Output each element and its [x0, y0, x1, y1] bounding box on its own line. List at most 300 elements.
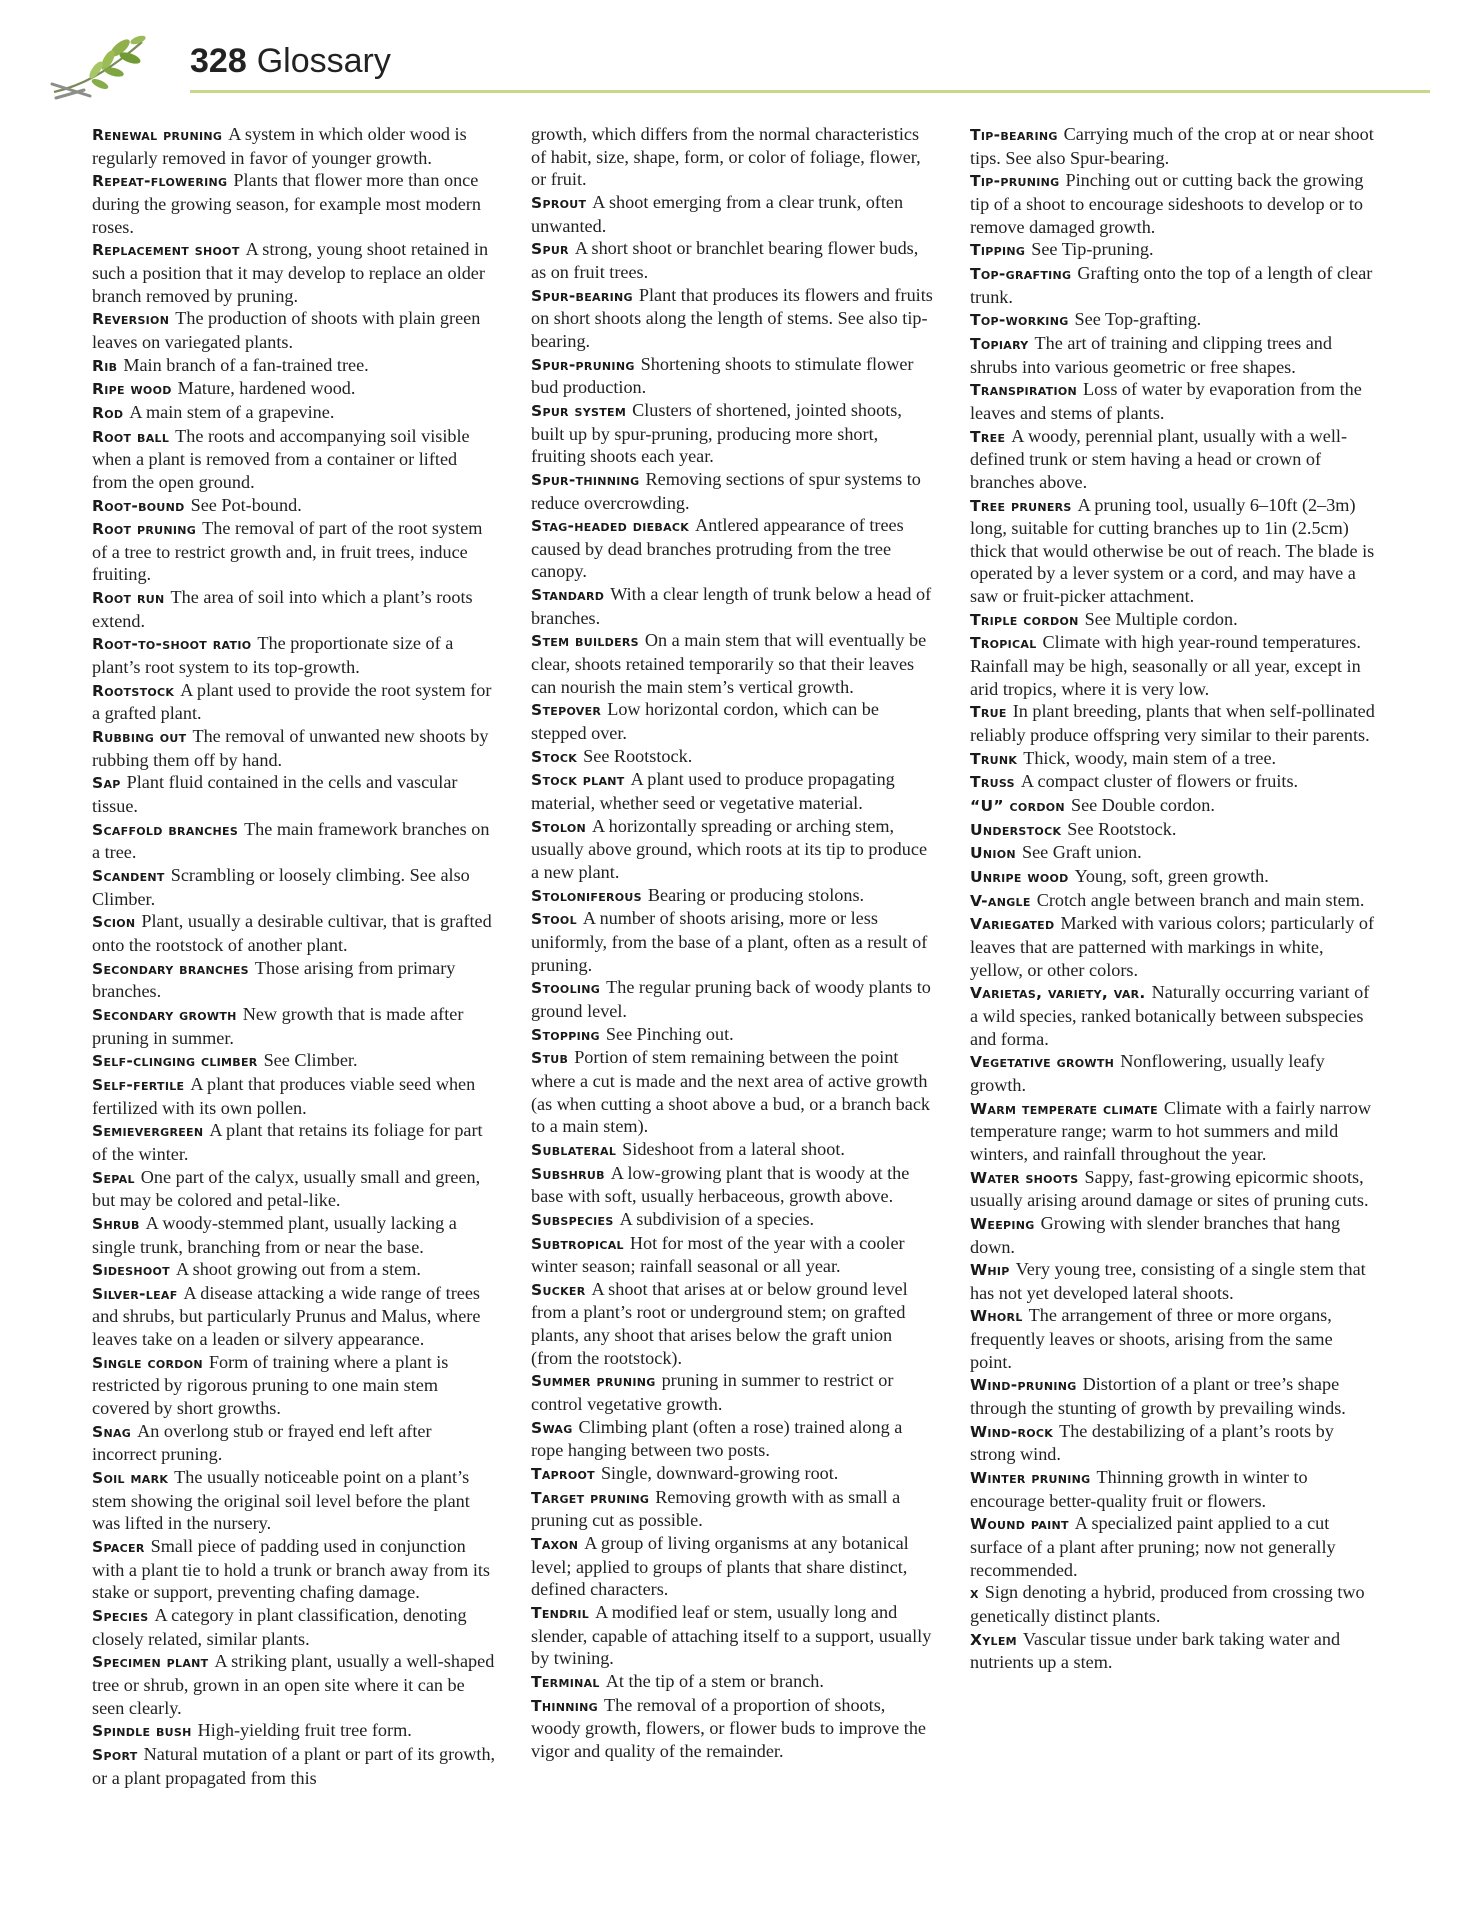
glossary-entry — [92, 123, 497, 169]
glossary-definition: See Pinching out. — [605, 1023, 734, 1044]
glossary-definition: One part of the calyx, usually small and green, but may be colored and petal-like. — [92, 1166, 481, 1211]
glossary-term: Stooling — [531, 979, 601, 998]
glossary-entry — [970, 169, 1375, 238]
glossary-definition: At the tip of a stem or branch. — [605, 1670, 824, 1691]
glossary-entry — [531, 768, 936, 814]
glossary-term: Whorl — [970, 1307, 1023, 1326]
glossary-entry — [531, 698, 936, 744]
glossary-term: Root run — [92, 589, 165, 608]
glossary-term: x — [970, 1584, 979, 1603]
glossary-term: True — [970, 703, 1007, 722]
glossary-definition: Hot for most of the year with a cooler winter season; rainfall seasonal or all year. — [531, 1232, 905, 1277]
glossary-column-2 — [531, 123, 936, 1763]
glossary-definition: See Rootstock. — [583, 745, 693, 766]
glossary-entry — [970, 747, 1375, 771]
glossary-definition: Clusters of shortened, jointed shoots, built up by spur-pruning, producing more short, fruiting shoots each year. — [531, 399, 902, 467]
glossary-term: Sepal — [92, 1168, 135, 1187]
glossary-definition: Scrambling or loosely climbing. See also Climber. — [92, 865, 470, 909]
glossary-definition: The proportionate size of a plant’s root system to its top-growth. — [92, 633, 454, 678]
glossary-definition: A specialized paint applied to a cut surface of a plant after pruning; now not generally recommended. — [970, 1513, 1336, 1580]
glossary-entry — [970, 1304, 1375, 1373]
glossary-definition: A low-growing plant that is woody at the base with soft, usually herbaceous, growth above. — [531, 1162, 910, 1207]
glossary-definition: Sideshoot from a lateral shoot. — [622, 1138, 845, 1159]
glossary-definition: Naturally occurring variant of a wild species, ranked botanically between subspecies and forma. — [970, 982, 1370, 1049]
glossary-entry — [531, 1532, 936, 1601]
page-number: 328 — [190, 42, 247, 80]
glossary-definition: Low horizontal cordon, which can be stepped over. — [531, 699, 879, 744]
glossary-term: Sport — [92, 1745, 138, 1764]
glossary-entry — [970, 378, 1375, 424]
glossary-entry — [531, 284, 936, 353]
glossary-column-1 — [92, 123, 497, 1789]
page-title — [190, 42, 391, 81]
glossary-term: Renewal pruning — [92, 126, 223, 144]
glossary-term: Spacer — [92, 1538, 145, 1557]
glossary-definition: The arrangement of three or more organs, frequently leaves or shoots, arising from the same point. — [970, 1305, 1333, 1372]
glossary-entry — [970, 608, 1375, 632]
glossary-term: Taproot — [531, 1465, 595, 1484]
glossary-entry — [531, 815, 936, 884]
glossary-entry — [531, 583, 936, 629]
glossary-term: Tipping — [970, 241, 1026, 260]
glossary-term: Spur system — [531, 401, 627, 420]
glossary-term: Root ball — [92, 427, 170, 446]
glossary-definition: Sappy, fast-growing epicormic shoots, usually arising around damage or sites of pruning cuts. — [970, 1166, 1369, 1211]
glossary-definition: A shoot growing out from a stem. — [175, 1259, 421, 1280]
glossary-term: Rod — [92, 403, 124, 422]
glossary-term: Reversion — [92, 310, 170, 329]
glossary-term: Scion — [92, 913, 136, 932]
glossary-definition: Marked with various colors; particularly of leaves that are patterned with markings in white, yellow, or other colors. — [970, 913, 1375, 980]
glossary-entry — [531, 1138, 936, 1162]
glossary-term: Snag — [92, 1422, 132, 1441]
glossary-definition: The regular pruning back of woody plants to ground level. — [531, 977, 931, 1021]
glossary-entry — [92, 632, 497, 678]
glossary-entry — [970, 1212, 1375, 1258]
glossary-entry — [92, 1604, 497, 1650]
glossary-term: Topiary — [970, 334, 1029, 353]
glossary-entry — [970, 332, 1375, 378]
glossary-definition: Removing growth with as small a pruning cut as possible. — [531, 1486, 901, 1531]
glossary-definition: Thick, woody, main stem of a tree. — [1023, 747, 1277, 768]
glossary-definition: Pinching out or cutting back the growing tip of a shoot to encourage sideshoots to develop or to remove damaged growth. — [970, 170, 1364, 237]
glossary-entry — [531, 907, 936, 976]
glossary-entry — [970, 1581, 1375, 1627]
glossary-entry — [970, 1373, 1375, 1419]
glossary-term: Top-working — [970, 311, 1069, 330]
section-title: Glossary — [256, 42, 391, 80]
glossary-definition: A horizontally spreading or arching stem, usually above ground, which roots at its tip to produce a new plant. — [531, 815, 928, 882]
glossary-entry — [531, 1601, 936, 1670]
glossary-entry — [531, 1694, 936, 1763]
glossary-entry — [92, 354, 497, 378]
glossary-entry — [531, 1046, 936, 1138]
glossary-definition: A system in which older wood is regularly removed in favor of younger growth. — [92, 124, 467, 168]
glossary-term: Understock — [970, 820, 1062, 839]
glossary-definition: See Rootstock. — [1067, 818, 1177, 839]
glossary-entry — [92, 957, 497, 1003]
glossary-entry — [92, 1743, 497, 1789]
glossary-definition: A modified leaf or stem, usually long and slender, capable of attaching itself to a support, usually by twining. — [531, 1602, 932, 1669]
glossary-definition: A pruning tool, usually 6–10ft (2–3m) long, suitable for cutting branches up to 1in (2.5cm) thick that would otherwise be out of reach. The blade is operated by a lever system or a cord, and may have a saw or fruit-picker attachment. — [970, 494, 1375, 607]
glossary-term: Tree — [970, 427, 1006, 446]
glossary-term: Single cordon — [92, 1353, 203, 1372]
header-rule — [190, 90, 1430, 93]
glossary-definition: See Climber. — [263, 1050, 358, 1071]
glossary-definition: Main branch of a fan-trained tree. — [123, 354, 369, 375]
glossary-term: V-angle — [970, 891, 1031, 910]
glossary-definition: Climate with a fairly narrow temperature range; warm to hot summers and mild winters, and rainfall throughout the year. — [970, 1097, 1371, 1164]
glossary-term: Stoloniferous — [531, 886, 642, 905]
glossary-entry — [92, 771, 497, 817]
glossary-definition: A disease attacking a wide range of trees and shrubs, but particularly Prunus and Malus, where leaves take on a leaden or silvery appearance. — [92, 1282, 481, 1350]
glossary-term: Taxon — [531, 1535, 579, 1554]
glossary-entry — [970, 889, 1375, 913]
glossary-entry — [92, 401, 497, 425]
glossary-definition: A plant used to provide the root system for a grafted plant. — [92, 679, 492, 724]
glossary-definition: A plant that retains its foliage for part of the winter. — [92, 1120, 483, 1164]
glossary-entry — [92, 725, 497, 771]
glossary-entry — [531, 514, 936, 583]
glossary-definition: Thinning growth in winter to encourage better-quality fruit or flowers. — [970, 1467, 1308, 1511]
glossary-term: Subspecies — [531, 1210, 614, 1229]
glossary-entry — [970, 818, 1375, 842]
glossary-entry — [92, 425, 497, 494]
glossary-entry — [531, 1023, 936, 1047]
glossary-term: Stepover — [531, 701, 602, 720]
glossary-term: Weeping — [970, 1214, 1035, 1233]
glossary-definition: Vascular tissue under bark taking water and nutrients up a stem. — [970, 1628, 1341, 1673]
glossary-definition: The destabilizing of a plant’s roots by strong wind. — [970, 1420, 1334, 1465]
glossary-term: Scaffold branches — [92, 820, 239, 839]
glossary-entry — [970, 981, 1375, 1050]
glossary-term: Triple cordon — [970, 610, 1079, 629]
glossary-definition: See Graft union. — [1021, 842, 1142, 863]
glossary-term: Stolon — [531, 817, 586, 836]
glossary-entry — [970, 262, 1375, 308]
glossary-entry — [92, 1212, 497, 1258]
glossary-definition: Crotch angle between branch and main stem. — [1036, 889, 1365, 910]
glossary-term: “U” cordon — [970, 797, 1065, 816]
glossary-term: Tropical — [970, 634, 1037, 653]
glossary-definition: See Top-grafting. — [1074, 309, 1202, 330]
glossary-definition: The usually noticeable point on a plant’s stem showing the original soil level before the plant was lifted in the nursery. — [92, 1467, 470, 1534]
glossary-term: Tip-pruning — [970, 172, 1060, 191]
glossary-definition: A shoot that arises at or below ground level from a plant’s root or underground stem; on grafted plants, any shoot that arises below the graft union (from the rootstock). — [531, 1278, 908, 1368]
glossary-term: Specimen plant — [92, 1653, 209, 1672]
glossary-term: Stub — [531, 1049, 569, 1068]
glossary-definition: The main framework branches on a tree. — [92, 818, 490, 863]
glossary-term: Sideshoot — [92, 1261, 170, 1280]
glossary-definition: A woody-stemmed plant, usually lacking a single trunk, branching from or near the base. — [92, 1212, 457, 1257]
glossary-definition: Form of training where a plant is restricted by rigorous pruning to one main stem covered by short growths. — [92, 1351, 449, 1419]
glossary-term: Stem builders — [531, 632, 639, 651]
glossary-term: Wind-pruning — [970, 1376, 1077, 1395]
glossary-term: Stock — [531, 747, 578, 766]
glossary-definition: The removal of a proportion of shoots, woody growth, flowers, or flower buds to improve the vigor and quality of the remainder. — [531, 1694, 927, 1761]
glossary-term: Top-grafting — [970, 264, 1072, 283]
glossary-term: Sucker — [531, 1280, 586, 1299]
glossary-definition: High-yielding fruit tree form. — [197, 1720, 412, 1741]
glossary-definition: A shoot emerging from a clear trunk, often unwanted. — [531, 191, 904, 236]
glossary-definition: A category in plant classification, denoting closely related, similar plants. — [92, 1605, 467, 1649]
glossary-definition: Removing sections of spur systems to reduce overcrowding. — [531, 468, 921, 513]
glossary-definition: The area of soil into which a plant’s roots extend. — [92, 587, 473, 631]
glossary-term: Scandent — [92, 867, 165, 885]
glossary-term: Varietas, variety, var. — [970, 984, 1146, 1003]
glossary-entry — [92, 1049, 497, 1073]
glossary-definition: A subdivision of a species. — [619, 1208, 815, 1229]
glossary-entry — [531, 884, 936, 908]
glossary-entry — [92, 910, 497, 956]
glossary-definition: Grafting onto the top of a length of clear trunk. — [970, 262, 1373, 307]
glossary-term: Secondary branches — [92, 959, 249, 978]
glossary-term: Trunk — [970, 749, 1018, 768]
glossary-definition: A plant used to produce propagating material, whether seed or vegetative material. — [531, 769, 895, 814]
glossary-term: Stag-headed dieback — [531, 517, 690, 536]
glossary-definition: Plants that flower more than once during the growing season, for example most modern roses. — [92, 170, 481, 237]
glossary-definition: In plant breeding, plants that when self-pollinated reliably produce offspring very similar to their parents. — [970, 701, 1375, 746]
glossary-term: Rubbing out — [92, 728, 187, 747]
glossary-definition: See Tip-pruning. — [1031, 239, 1154, 260]
glossary-definition: A compact cluster of flowers or fruits. — [1020, 771, 1299, 792]
glossary-term: Replacement shoot — [92, 241, 240, 260]
glossary-definition: A short shoot or branchlet bearing flower buds, as on fruit trees. — [531, 238, 919, 282]
glossary-definition: A striking plant, usually a well-shaped tree or shrub, grown in an open site where it can be seen clearly. — [92, 1651, 495, 1718]
glossary-definition: Nonflowering, usually leafy growth. — [970, 1051, 1325, 1095]
glossary-entry — [531, 1486, 936, 1532]
glossary-definition: The roots and accompanying soil visible when a plant is removed from a container or lifted from the open ground. — [92, 425, 470, 492]
glossary-term: Xylem — [970, 1630, 1017, 1649]
glossary-entry — [531, 123, 936, 191]
glossary-entry — [970, 494, 1375, 608]
glossary-entry — [970, 308, 1375, 332]
glossary-term: Root pruning — [92, 520, 197, 539]
glossary-term: Sap — [92, 774, 121, 793]
glossary-entry — [970, 1466, 1375, 1512]
glossary-definition: An overlong stub or frayed end left after incorrect pruning. — [92, 1420, 432, 1465]
glossary-definition: Portion of stem remaining between the point where a cut is made and the next area of active growth (as when cutting a shoot above a bud, or a branch back to a main stem). — [531, 1047, 930, 1137]
glossary-entry — [92, 1650, 497, 1719]
glossary-entry — [531, 353, 936, 399]
glossary-entry — [92, 1535, 497, 1604]
glossary-definition: Very young tree, consisting of a single stem that has not yet developed lateral shoots. — [970, 1259, 1366, 1303]
glossary-definition: New growth that is made after pruning in summer. — [92, 1003, 464, 1048]
glossary-term: Spur-pruning — [531, 355, 635, 374]
glossary-entry — [531, 1462, 936, 1486]
glossary-term: Stopping — [531, 1025, 600, 1044]
glossary-entry — [531, 1369, 936, 1415]
glossary-term: Subshrub — [531, 1164, 605, 1183]
glossary-definition: A plant that produces viable seed when fertilized with its own pollen. — [92, 1073, 476, 1118]
glossary-term: Self-clinging climber — [92, 1052, 258, 1071]
glossary-definition: Those arising from primary branches. — [92, 957, 456, 1002]
glossary-entry — [531, 745, 936, 769]
glossary-entry — [92, 1282, 497, 1351]
glossary-entry — [92, 1166, 497, 1212]
glossary-term: Species — [92, 1607, 149, 1625]
glossary-entry — [92, 864, 497, 910]
glossary-entry — [531, 1278, 936, 1370]
glossary-entry — [92, 679, 497, 725]
glossary-entry — [970, 238, 1375, 262]
glossary-term: Rib — [92, 356, 118, 375]
glossary-definition: See Double cordon. — [1070, 795, 1215, 816]
glossary-entry — [92, 1119, 497, 1165]
glossary-term: Subtropical — [531, 1234, 624, 1253]
glossary-term: Ripe wood — [92, 380, 172, 399]
glossary-definition: Mature, hardened wood. — [177, 378, 356, 399]
glossary-term: Shrub — [92, 1214, 140, 1233]
glossary-entry — [531, 1162, 936, 1208]
glossary-definition: Single, downward-growing root. — [600, 1463, 839, 1484]
glossary-definition: Loss of water by evaporation from the leaves and stems of plants. — [970, 379, 1362, 423]
glossary-term: Self-fertile — [92, 1075, 185, 1094]
glossary-term: Spur — [531, 240, 569, 259]
glossary-entry — [970, 1258, 1375, 1304]
glossary-term: Winter pruning — [970, 1469, 1091, 1488]
glossary-term: Whip — [970, 1261, 1010, 1280]
glossary-term: Root-bound — [92, 496, 185, 515]
glossary-term: Spur-thinning — [531, 470, 640, 489]
glossary-entry — [531, 468, 936, 514]
glossary-definition: Plant, usually a desirable cultivar, that is grafted onto the rootstock of another plant. — [92, 911, 492, 955]
glossary-definition: Distortion of a plant or tree’s shape through the stunting of growth by prevailing winds. — [970, 1374, 1346, 1419]
glossary-entry — [92, 1073, 497, 1119]
glossary-term: Thinning — [531, 1696, 599, 1715]
glossary-term: Swag — [531, 1418, 573, 1437]
glossary-entry — [531, 191, 936, 237]
glossary-definition: A number of shoots arising, more or less uniformly, from the base of a plant, often as a result of pruning. — [531, 908, 928, 975]
glossary-entry — [92, 1258, 497, 1282]
glossary-definition: Carrying much of the crop at or near shoot tips. See also Spur-bearing. — [970, 124, 1374, 168]
glossary-definition: Young, soft, green growth. — [1074, 866, 1269, 886]
glossary-entry — [92, 1420, 497, 1466]
glossary-entry — [970, 1628, 1375, 1674]
glossary-entry — [970, 912, 1375, 981]
glossary-term: Sprout — [531, 193, 587, 212]
glossary-term: Spindle bush — [92, 1722, 192, 1741]
glossary-term: Tree pruners — [970, 496, 1072, 515]
glossary-term: Water shoots — [970, 1168, 1079, 1187]
glossary-term: Unripe wood — [970, 868, 1069, 886]
glossary-entry — [92, 517, 497, 586]
glossary-definition: The removal of unwanted new shoots by rubbing them off by hand. — [92, 726, 489, 770]
glossary-term: Vegetative growth — [970, 1053, 1115, 1072]
glossary-entry — [970, 1166, 1375, 1212]
glossary-entry — [970, 1050, 1375, 1096]
glossary-entry — [92, 1351, 497, 1420]
glossary-term: Repeat-flowering — [92, 172, 228, 191]
glossary-term: Wind-rock — [970, 1422, 1054, 1441]
glossary-definition: Natural mutation of a plant or part of its growth, or a plant propagated from this — [92, 1743, 496, 1788]
glossary-definition: The removal of part of the root system of a tree to restrict growth and, in fruit trees, induce fruiting. — [92, 518, 483, 585]
glossary-definition: See Multiple cordon. — [1084, 608, 1238, 629]
leafy-branch-icon — [50, 34, 150, 104]
glossary-definition: See Pot-bound. — [190, 494, 302, 515]
glossary-entry — [92, 238, 497, 307]
glossary-term: Wound paint — [970, 1515, 1069, 1534]
glossary-definition: Growing with slender branches that hang down. — [970, 1212, 1341, 1257]
glossary-definition: Climate with high year-round temperatures. Rainfall may be high, seasonally or all year, except in arid tropics, where it is very low. — [970, 632, 1361, 699]
glossary-term: Rootstock — [92, 681, 175, 700]
glossary-term: Warm temperate climate — [970, 1099, 1158, 1118]
glossary-definition: Climbing plant (often a rose) trained along a rope hanging between two posts. — [531, 1416, 903, 1461]
glossary-entry — [531, 1208, 936, 1232]
glossary-term: Sublateral — [531, 1140, 617, 1159]
glossary-definition: Shortening shoots to stimulate flower bud production. — [531, 353, 914, 398]
glossary-entry — [970, 1512, 1375, 1581]
glossary-definition: The production of shoots with plain green leaves on variegated plants. — [92, 308, 481, 352]
glossary-term: Target pruning — [531, 1488, 650, 1507]
glossary-definition: Plant fluid contained in the cells and vascular tissue. — [92, 772, 458, 817]
glossary-definition: A strong, young shoot retained in such a position that it may develop to replace an older branch removed by pruning. — [92, 239, 489, 306]
glossary-term: Terminal — [531, 1672, 600, 1691]
glossary-term: Silver-leaf — [92, 1284, 178, 1303]
glossary-definition: A woody, perennial plant, usually with a well-defined trunk or stem having a head or crown of branches above. — [970, 425, 1348, 492]
glossary-entry — [970, 770, 1375, 794]
glossary-term: Secondary growth — [92, 1005, 237, 1024]
glossary-definition: Antlered appearance of trees caused by dead branches protruding from the tree canopy. — [531, 515, 904, 582]
glossary-definition: The art of training and clipping trees and shrubs into various geometric or free shapes. — [970, 332, 1332, 377]
glossary-entry — [92, 1003, 497, 1049]
glossary-term: Stool — [531, 910, 577, 929]
glossary-entry — [970, 700, 1375, 746]
glossary-entry — [92, 818, 497, 864]
glossary-definition: A group of living organisms at any botanical level; applied to groups of plants that share distinct, defined characters. — [531, 1533, 909, 1600]
glossary-term: Root-to-shoot ratio — [92, 635, 252, 654]
glossary-entry — [970, 425, 1375, 494]
glossary-entry — [970, 841, 1375, 865]
glossary-definition: growth, which differs from the normal characteristics of habit, size, shape, form, or color of foliage, flower, or fruit. — [531, 124, 921, 190]
glossary-entry — [531, 1232, 936, 1278]
glossary-term: Semievergreen — [92, 1122, 204, 1141]
glossary-entry — [970, 794, 1375, 818]
glossary-entry — [531, 1670, 936, 1694]
glossary-entry — [970, 1420, 1375, 1466]
page-header — [50, 30, 1380, 100]
glossary-definition: Small piece of padding used in conjunction with a plant tie to hold a trunk or branch away from its stake or support, preventing chafing damage. — [92, 1536, 491, 1603]
glossary-term: Spur-bearing — [531, 286, 633, 305]
glossary-definition: On a main stem that will eventually be clear, shoots retained temporarily so that their leaves can nourish the main stem’s vertical growth. — [531, 630, 927, 697]
glossary-term: Stock plant — [531, 771, 625, 790]
glossary-entry — [92, 307, 497, 353]
glossary-term: Transpiration — [970, 381, 1078, 400]
glossary-term: Truss — [970, 773, 1015, 792]
glossary-entry — [970, 865, 1375, 889]
glossary-definition: Bearing or producing stolons. — [647, 884, 865, 905]
glossary-definition: pruning in summer to restrict or control vegetative growth. — [531, 1370, 894, 1415]
glossary-entry — [970, 123, 1375, 169]
glossary-entry — [92, 377, 497, 401]
glossary-term: Soil mark — [92, 1469, 169, 1488]
glossary-entry — [970, 1097, 1375, 1166]
glossary-term: Summer pruning — [531, 1372, 656, 1391]
glossary-entry — [970, 631, 1375, 700]
glossary-entry — [92, 1719, 497, 1743]
glossary-entry — [92, 1466, 497, 1535]
glossary-definition: Plant that produces its flowers and fruits on short shoots along the length of stems. See also tip-bearing. — [531, 284, 933, 351]
glossary-entry — [531, 976, 936, 1022]
glossary-term: Tip-bearing — [970, 126, 1058, 144]
glossary-term: Standard — [531, 586, 605, 605]
glossary-entry — [92, 494, 497, 518]
glossary-term: Tendril — [531, 1604, 590, 1622]
glossary-term: Union — [970, 844, 1016, 863]
glossary-definition: A main stem of a grapevine. — [129, 401, 335, 422]
glossary-definition: Sign denoting a hybrid, produced from crossing two genetically distinct plants. — [970, 1582, 1365, 1626]
glossary-entry — [531, 1416, 936, 1462]
